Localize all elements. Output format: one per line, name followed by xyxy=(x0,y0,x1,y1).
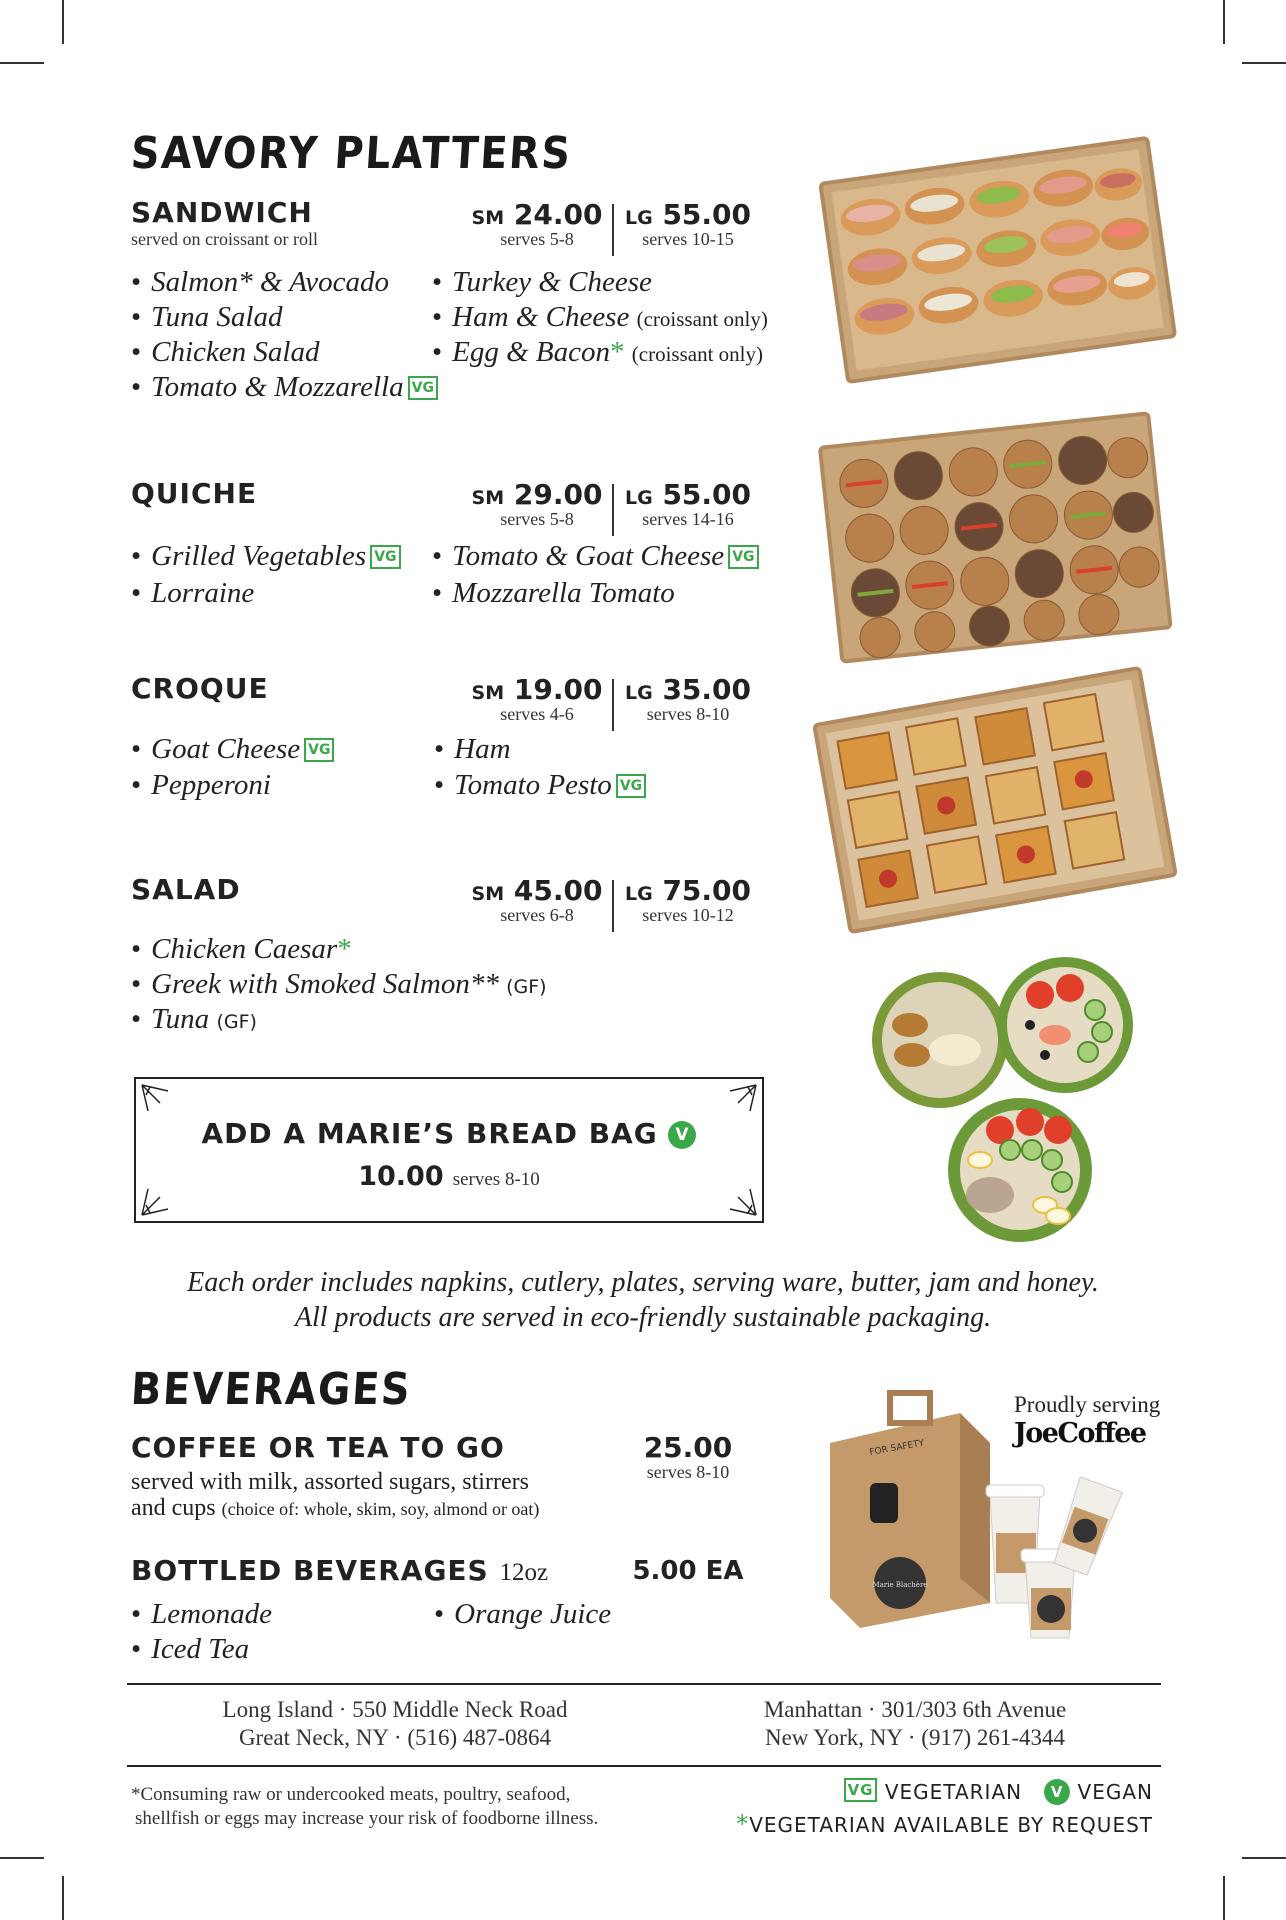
divider xyxy=(127,1765,1161,1767)
legend-vegetarian: VEGETARIAN xyxy=(884,1780,1023,1804)
quiche-lg-serves: serves 14-16 xyxy=(642,509,734,529)
bread-bag-price: 10.00 xyxy=(358,1161,444,1192)
crop-mark xyxy=(62,0,64,44)
croque-sm-price: SM 19.00 xyxy=(471,673,603,706)
croque-title: CROQUE xyxy=(131,672,269,705)
croque-platter-photo xyxy=(810,655,1180,945)
bread-bag-serves: serves 8-10 xyxy=(452,1169,540,1190)
list-item: • Turkey & Cheese xyxy=(432,266,652,298)
crop-mark xyxy=(1242,1857,1286,1859)
bread-bag-box xyxy=(134,1077,764,1223)
proudly-serving: Proudly serving xyxy=(1014,1392,1161,1417)
list-item: • Pepperoni xyxy=(131,769,271,801)
vegan-badge: V xyxy=(668,1121,696,1149)
legend-request: VEGETARIAN AVAILABLE BY REQUEST xyxy=(749,1813,1153,1837)
vegetarian-badge: VG xyxy=(728,545,758,569)
sandwich-sm-serves: serves 5-8 xyxy=(500,229,574,249)
quiche-title: QUICHE xyxy=(131,477,258,510)
list-item: • Grilled Vegetables VG xyxy=(131,540,401,573)
sandwich-lg-price: LG 55.00 xyxy=(624,198,752,231)
crop-mark xyxy=(62,1876,64,1920)
savory-platters-title: SAVORY PLATTERS xyxy=(129,128,574,179)
disclaimer: *Consuming raw or undercooked meats, poultry, seafood, shellfish or eggs may increase your risk of foodborne illness. xyxy=(131,1784,599,1829)
coffee-box-photo xyxy=(820,1383,1150,1643)
box-label: FOR SAFETY xyxy=(868,1438,925,1458)
list-item: • Ham & Cheese (croissant only) xyxy=(432,301,768,333)
quiche-sm-price: SM 29.00 xyxy=(471,478,603,511)
vegetarian-badge: VG xyxy=(370,545,400,569)
vegetarian-badge: VG xyxy=(844,1778,878,1802)
coffee-description: served with milk, assorted sugars, stirrers and cups (choice of: whole, skim, soy, almond or oat) xyxy=(131,1469,540,1521)
vegan-badge: V xyxy=(1044,1779,1070,1805)
croque-sm-serves: serves 4-6 xyxy=(500,704,574,724)
list-item: • Chicken Salad xyxy=(131,336,320,368)
coffee-title: COFFEE OR TEA TO GO xyxy=(131,1431,505,1464)
salad-sm-price: SM 45.00 xyxy=(471,874,603,907)
list-item: • Lorraine xyxy=(131,577,255,609)
salad-bowls-photo xyxy=(840,950,1170,1250)
bottled-title: BOTTLED BEVERAGES 12oz xyxy=(131,1554,549,1587)
divider xyxy=(127,1683,1161,1685)
crop-mark xyxy=(0,62,44,64)
bread-bag-title: ADD A MARIE’S BREAD BAG xyxy=(201,1117,658,1150)
salad-lg-serves: serves 10-12 xyxy=(642,905,734,925)
list-item: • Lemonade xyxy=(131,1598,272,1630)
list-item: • Tuna (GF) xyxy=(131,1003,257,1035)
crop-mark xyxy=(0,1857,44,1859)
list-item: • Mozzarella Tomato xyxy=(432,577,675,609)
croque-lg-serves: serves 8-10 xyxy=(646,704,730,724)
sandwich-sm-price: SM 24.00 xyxy=(471,198,603,231)
crop-mark xyxy=(1223,0,1225,44)
list-item: • Iced Tea xyxy=(131,1633,250,1665)
joecoffee-logo: JoeCoffee xyxy=(1014,1418,1146,1449)
quiche-lg-price: LG 55.00 xyxy=(624,478,752,511)
corner-ornament-icon xyxy=(140,1083,170,1113)
manhattan-location: Manhattan · 301/303 6th Avenue New York, NY · (917) 261-4344 xyxy=(763,1697,1067,1750)
long-island-location: Long Island · 550 Middle Neck Road Great Neck, NY · (516) 487-0864 xyxy=(222,1697,568,1750)
crop-mark xyxy=(1242,62,1286,64)
salad-lg-price: LG 75.00 xyxy=(624,874,752,907)
coffee-serves: serves 8-10 xyxy=(646,1462,730,1482)
salad-title: SALAD xyxy=(131,873,241,906)
beverages-title: BEVERAGES xyxy=(129,1364,413,1415)
crop-mark xyxy=(1223,1876,1225,1920)
list-item: • Ham xyxy=(434,733,511,765)
croque-lg-price: LG 35.00 xyxy=(624,673,752,706)
sandwich-subtitle: served on croissant or roll xyxy=(131,229,318,249)
list-item: • Salmon* & Avocado xyxy=(131,266,390,298)
vegetarian-badge: VG xyxy=(408,376,438,400)
list-item: • Tomato Pesto VG xyxy=(434,769,646,802)
includes-note: Each order includes napkins, cutlery, plates, serving ware, butter, jam and honey. All products are served in eco-friendly sustainable packaging. xyxy=(187,1267,1099,1333)
quiche-sm-serves: serves 5-8 xyxy=(500,509,574,529)
bottled-price: 5.00 EA xyxy=(632,1556,744,1586)
list-item: • Tomato & Mozzarella VG xyxy=(131,371,438,404)
sandwich-lg-serves: serves 10-15 xyxy=(642,229,734,249)
list-item: • Greek with Smoked Salmon** (GF) xyxy=(131,968,547,1000)
list-item: • Tomato & Goat Cheese VG xyxy=(432,540,759,573)
vegetarian-badge: VG xyxy=(616,774,646,798)
list-item: • Tuna Salad xyxy=(131,301,283,333)
legend-vegan: VEGAN xyxy=(1077,1780,1153,1804)
list-item: • Orange Juice xyxy=(434,1598,612,1630)
coffee-price: 25.00 xyxy=(643,1431,733,1464)
sandwich-title: SANDWICH xyxy=(131,196,313,229)
box-brand: Marie Blachère xyxy=(872,1581,928,1589)
vegetarian-badge: VG xyxy=(304,738,334,762)
salad-sm-serves: serves 6-8 xyxy=(500,905,574,925)
quiche-platter-photo xyxy=(810,390,1180,680)
legend: VG VEGETARIAN V VEGAN *VEGETARIAN AVAILABLE BY REQUEST xyxy=(736,1780,1153,1838)
list-item: • Goat Cheese VG xyxy=(131,733,334,766)
list-item: • Chicken Caesar* xyxy=(131,933,352,965)
corner-ornament-icon xyxy=(728,1083,758,1113)
list-item: • Egg & Bacon* (croissant only) xyxy=(432,336,763,368)
sandwich-platter-photo xyxy=(812,120,1182,390)
